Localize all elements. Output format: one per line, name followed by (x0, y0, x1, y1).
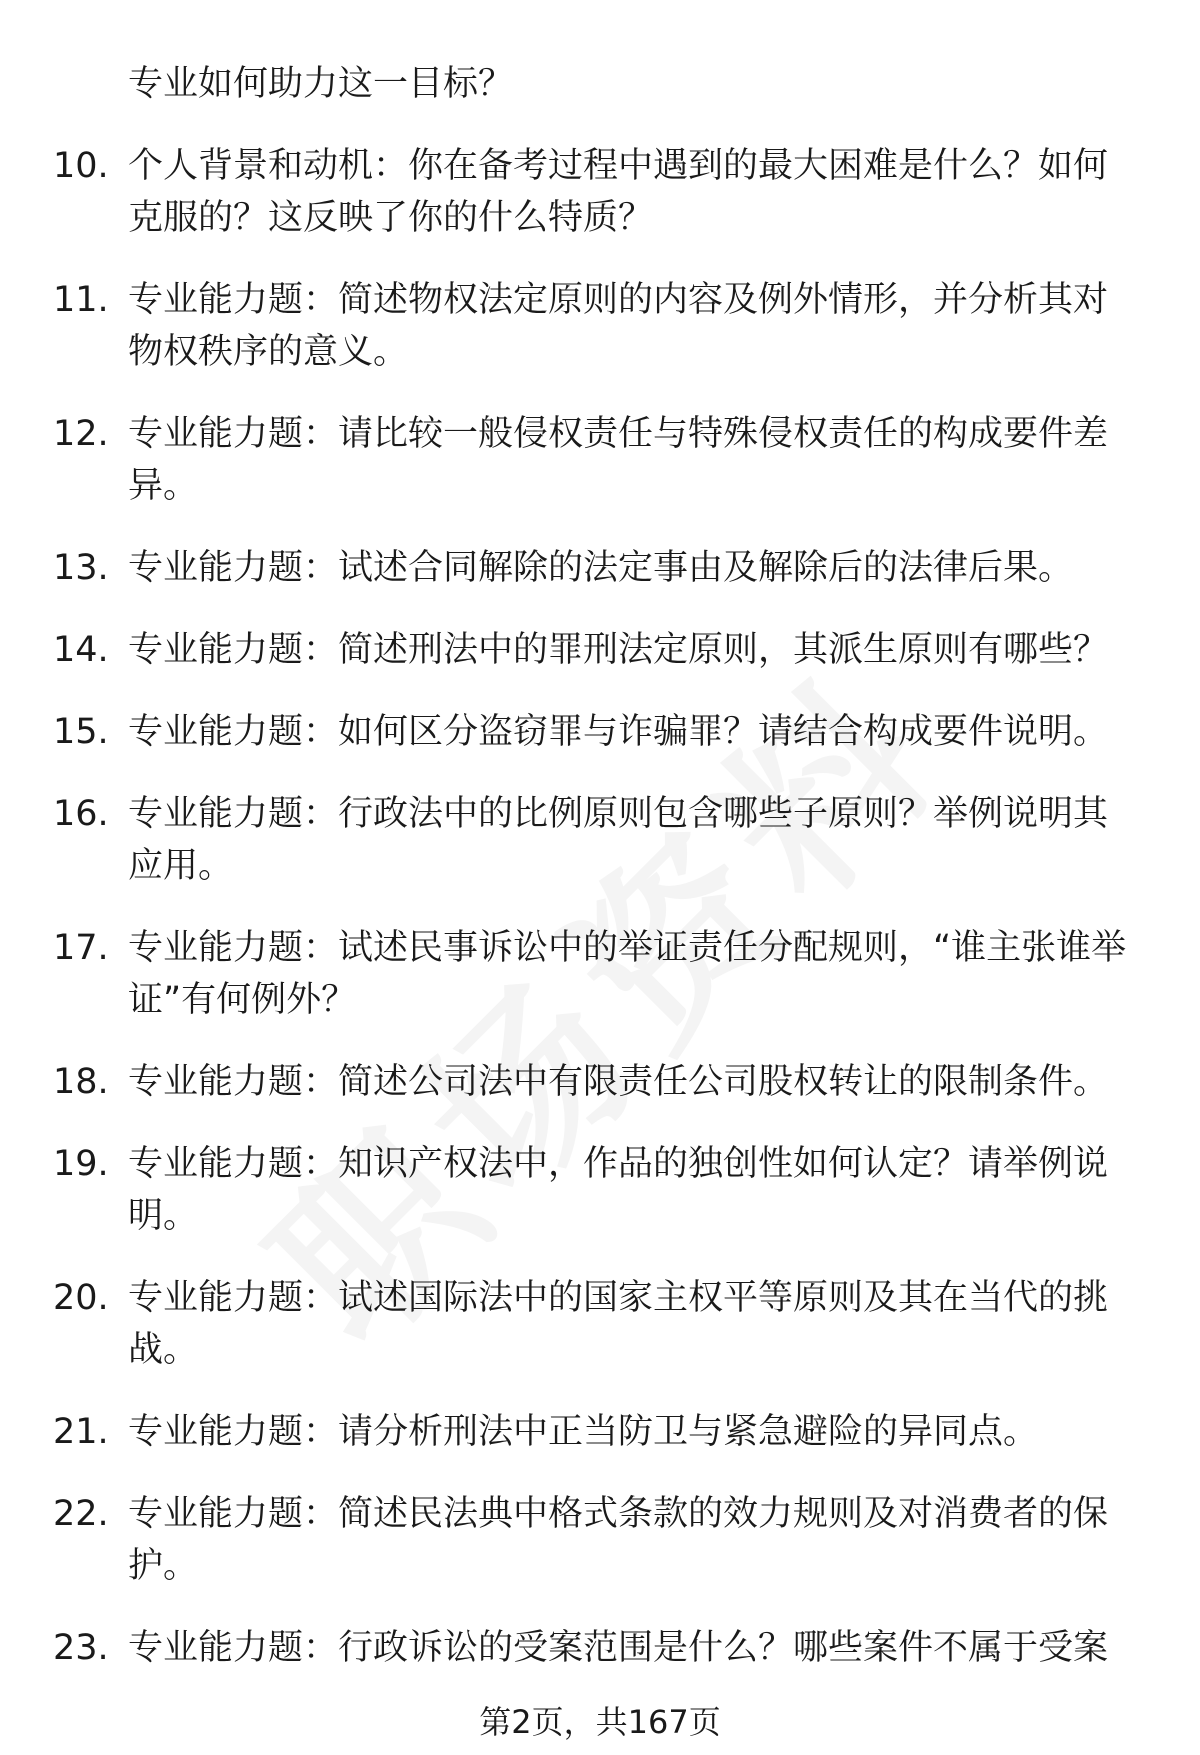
list-item (0, 408, 1200, 512)
list-item (0, 274, 1200, 378)
item-text: 专业能力题：如何区分盗窃罪与诈骗罪？请结合构成要件说明。 (128, 712, 1109, 752)
list-item (0, 706, 1200, 758)
item-text: 专业能力题：知识产权法中，作品的独创性如何认定？请举例说明。 (128, 1144, 1109, 1236)
item-number: 15. (53, 712, 109, 752)
item-text: 专业能力题：行政诉讼的受案范围是什么？哪些案件不属于受案 (128, 1628, 1109, 1668)
item-text: 专业能力题：简述公司法中有限责任公司股权转让的限制条件。 (128, 1062, 1109, 1102)
list-item (0, 1488, 1200, 1592)
list-item (0, 1406, 1200, 1458)
item-text: 个人背景和动机：你在备考过程中遇到的最大困难是什么？如何克服的？这反映了你的什么特质？ (128, 146, 1109, 238)
item-number: 10. (53, 146, 109, 186)
item-text: 专业能力题：试述合同解除的法定事由及解除后的法律后果。 (128, 548, 1074, 588)
item-number: 11. (53, 280, 109, 320)
list-item (0, 1272, 1200, 1376)
question-list (0, 58, 1200, 1704)
item-number: 19. (53, 1144, 109, 1184)
list-item (0, 922, 1200, 1026)
list-item (0, 1138, 1200, 1242)
item-text: 专业能力题：简述刑法中的罪刑法定原则，其派生原则有哪些？ (128, 630, 1109, 670)
item-text: 专业能力题：试述国际法中的国家主权平等原则及其在当代的挑战。 (128, 1278, 1109, 1370)
item-number: 20. (53, 1278, 109, 1318)
list-item (0, 1622, 1200, 1674)
item-number: 14. (53, 630, 109, 670)
item-number: 13. (53, 548, 109, 588)
item-number: 23. (53, 1628, 109, 1668)
continued-text: 专业如何助力这一目标？ (128, 64, 514, 104)
item-number: 18. (53, 1062, 109, 1102)
list-item (0, 140, 1200, 244)
item-number: 21. (53, 1412, 109, 1452)
item-text: 专业能力题：请比较一般侵权责任与特殊侵权责任的构成要件差异。 (128, 414, 1109, 506)
item-number: 17. (53, 928, 109, 968)
item-text: 专业能力题：简述民法典中格式条款的效力规则及对消费者的保护。 (128, 1494, 1109, 1586)
list-item (0, 542, 1200, 594)
list-item (0, 624, 1200, 676)
list-item (0, 788, 1200, 892)
item-number: 22. (53, 1494, 109, 1534)
item-text: 专业能力题：行政法中的比例原则包含哪些子原则？举例说明其应用。 (128, 794, 1109, 886)
continued-item (0, 58, 1200, 110)
item-number: 16. (53, 794, 109, 834)
item-text: 专业能力题：试述民事诉讼中的举证责任分配规则，“谁主张谁举证”有何例外？ (128, 928, 1127, 1020)
item-number: 12. (53, 414, 109, 454)
list-item (0, 1056, 1200, 1108)
item-text: 专业能力题：请分析刑法中正当防卫与紧急避险的异同点。 (128, 1412, 1039, 1452)
page-footer: 第2页，共167页 (479, 1703, 721, 1741)
item-text: 专业能力题：简述物权法定原则的内容及例外情形，并分析其对物权秩序的意义。 (128, 280, 1109, 372)
